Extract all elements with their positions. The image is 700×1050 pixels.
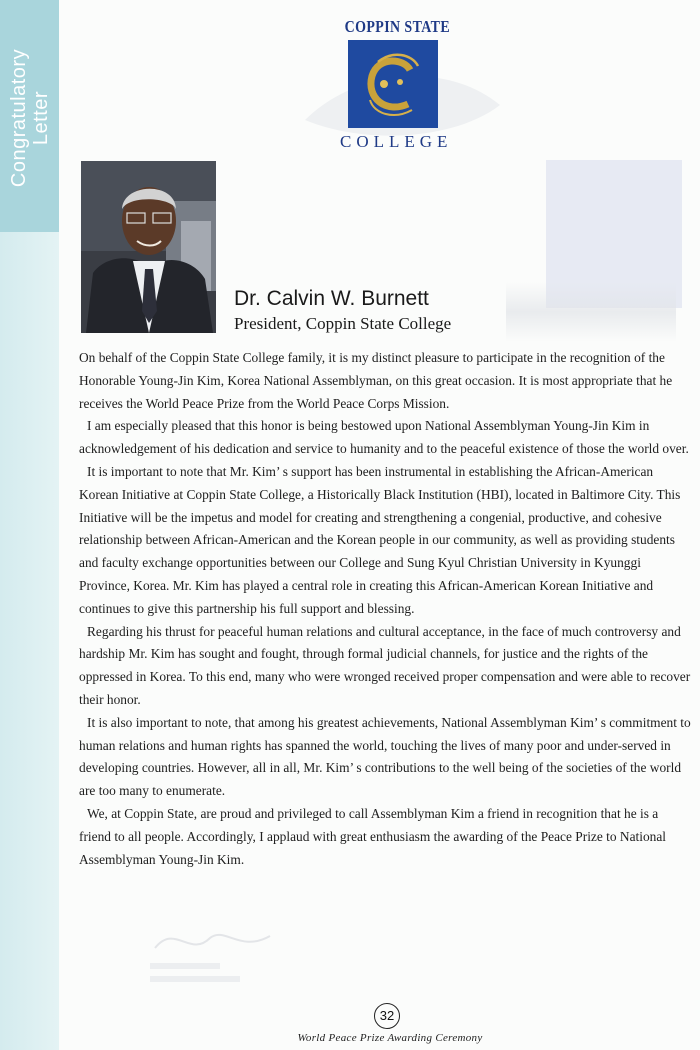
section-label: Congratulatory Letter xyxy=(8,48,52,188)
author-title: President, Coppin State College xyxy=(234,314,452,333)
author-name: Dr. Calvin W. Burnett xyxy=(234,287,429,310)
logo-top-text: COPPIN STATE xyxy=(344,17,451,36)
sidebar xyxy=(0,0,59,1050)
logo-emblem xyxy=(348,40,438,128)
page-number: 32 xyxy=(374,1003,400,1029)
letter-body xyxy=(79,347,691,871)
footer-caption: World Peace Prize Awarding Ceremony xyxy=(297,1032,483,1044)
logo-bottom-text: COLLEGE xyxy=(340,132,453,151)
section-tab xyxy=(0,0,59,232)
letter-paragraph: We, at Coppin State, are proud and privileged to call Assemblyman Kim a friend in recognition that he is a friend to all people. Accordingly, I applaud with great enthusiasm the awarding of the Peace Prize to National Assemblyman Young-Jin Kim. xyxy=(79,805,667,867)
letter-paragraph: It is important to note that Mr. Kim’ s support has been instrumental in establishing the African-American Korean Initiative at Coppin State College, a Historically Black Institution (HBI), located in Baltimore City. This Initiative will be the impetus and model for creating and strengthening a congenial, productive, and cohesive relationship between African-American and the Korean people in our community, as well as providing students and faculty exchange opportunities between our College and Sung Kyul Christian University in Kyunggi Province, Korea. Mr. Kim has played a central role in creating this African-American Korean Initiative and continues to give this partnership his full support and blessing. xyxy=(79,463,681,616)
college-logo xyxy=(334,16,452,156)
letter-paragraph: I am especially pleased that this honor is being bestowed upon National Assemblyman Young-Jin Kim in acknowledgement of his dedication and service to humanity and to the peaceful existence of those the world over. xyxy=(79,418,689,457)
letter-paragraph: It is also important to note, that among his greatest achievements, National Assemblyman Kim’ s commitment to human relations and human rights has spanned the world, touching the lives of many poor and under-served in developing countries. However, all in all, Mr. Kim’ s contributions to the well being of the societies of the world are too many to enumerate. xyxy=(79,714,691,799)
letter-paragraph: On behalf of the Coppin State College family, it is my distinct pleasure to participate in the recognition of the Honorable Young-Jin Kim, Korea National Assemblyman, on this great occasion. It is most appropriate that he receives the World Peace Prize from the World Peace Corps Mission. xyxy=(79,350,673,411)
author-photo xyxy=(81,161,216,333)
letter-paragraph: Regarding his thrust for peaceful human relations and cultural acceptance, in the face of much controversy and hardship Mr. Kim has sought and fought, through formal judicial channels, for justice and the rights of the oppressed in Korea. To this end, many who were wronged received proper compensation and were able to recover their honor. xyxy=(79,623,691,707)
show-through-text xyxy=(506,282,676,342)
show-through-signature xyxy=(150,918,290,988)
